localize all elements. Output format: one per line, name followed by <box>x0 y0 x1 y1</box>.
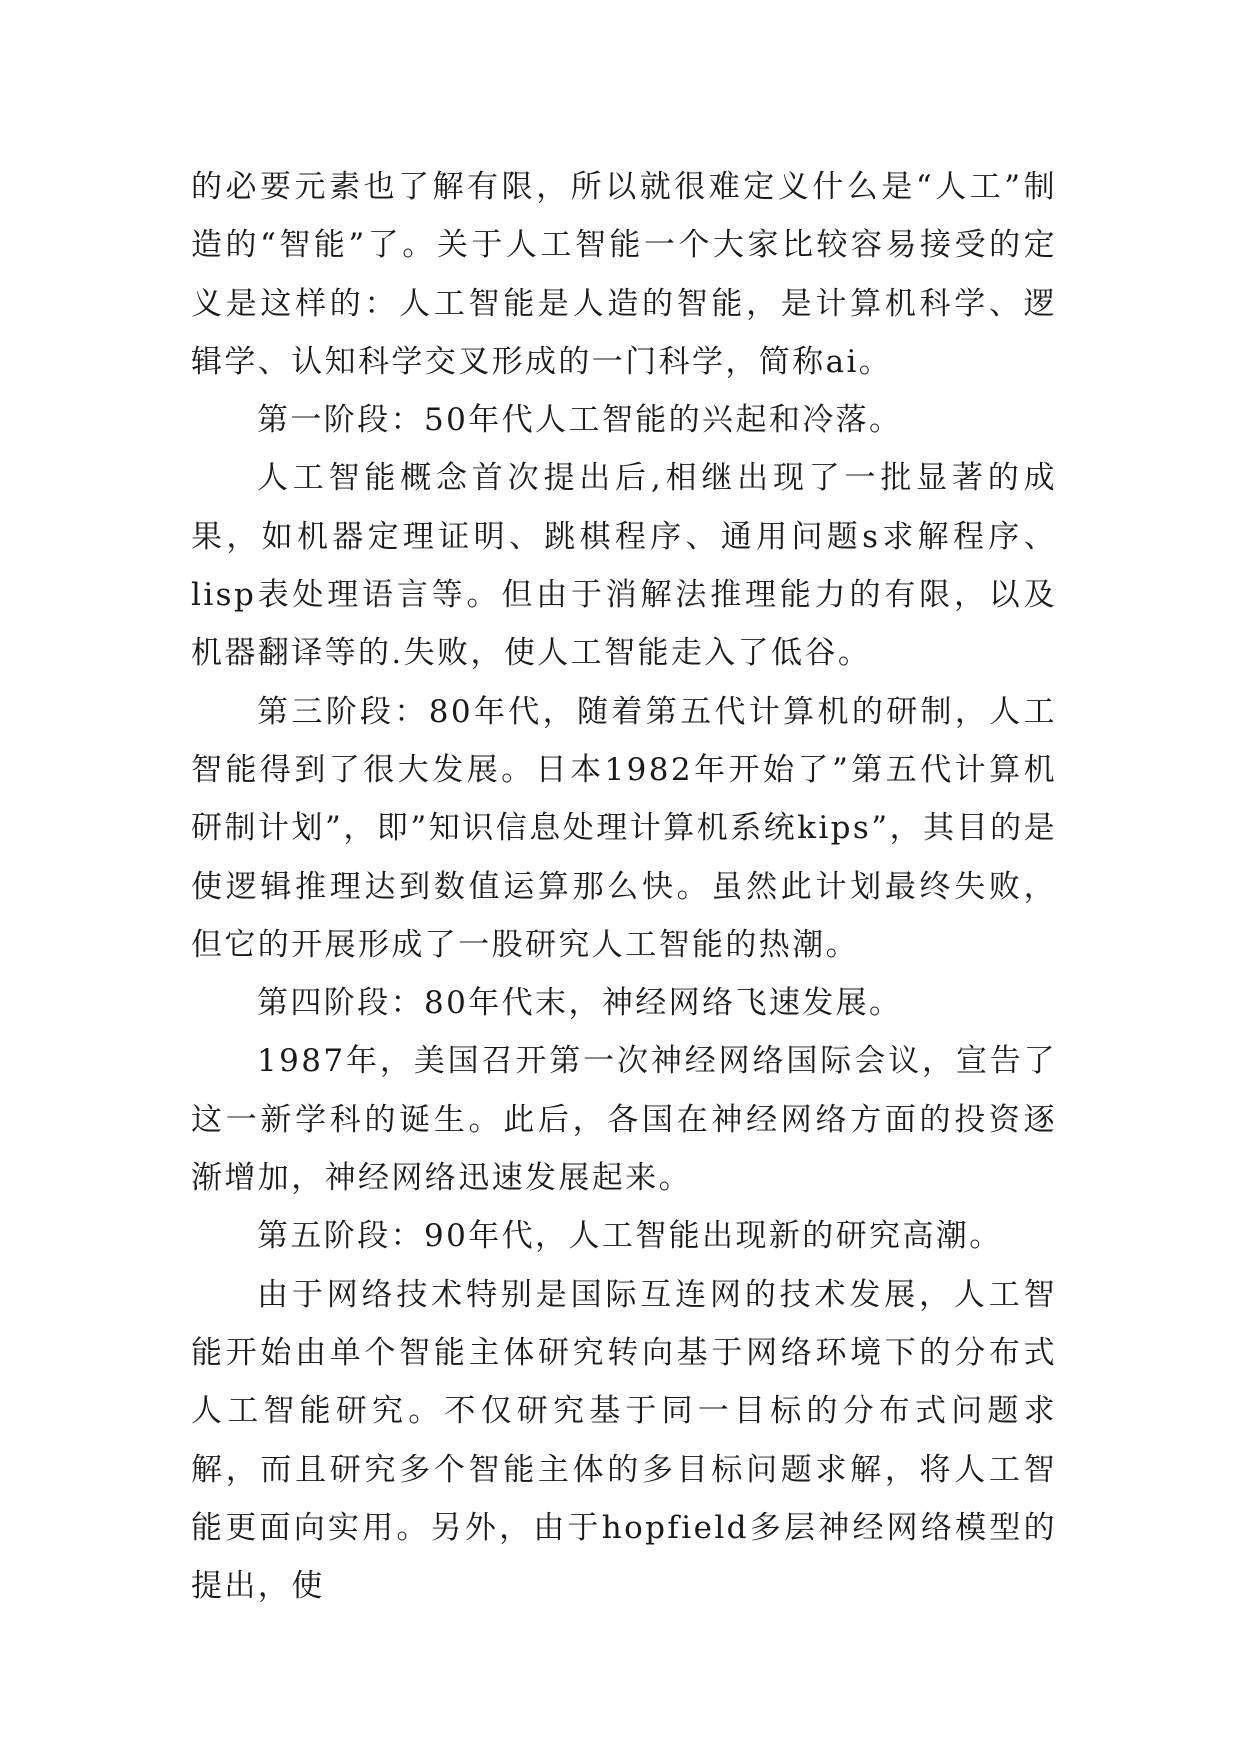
paragraph-stage-four-body: 1987年，美国召开第一次神经网络国际会议，宣告了这一新学科的诞生。此后，各国在神经网络方面的投资逐渐增加，神经网络迅速发展起来。 <box>191 1043 1057 1197</box>
paragraph-stage-five-body: 由于网络技术特别是国际互连网的技术发展，人工智能开始由单个智能主体研究转向基于网络环境下的分布式人工智能研究。不仅研究基于同一目标的分布式问题求解，而且研究多个智能主体的多目标问题求解，将人工智能更面向实用。另外，由于hopfield多层神经网络模型的提出，使 <box>191 1276 1057 1605</box>
paragraph-continuation: 的必要元素也了解有限，所以就很难定义什么是“人工”制造的“智能”了。关于人工智能一个大家比较容易接受的定义是这样的：人工智能是人造的智能，是计算机科学、逻辑学、认知科学交叉形成的一门科学，简称ai。 <box>191 169 1057 380</box>
paragraph-stage-three: 第三阶段：80年代，随着第五代计算机的研制，人工智能得到了很大发展。日本1982年开始了”第五代计算机研制计划”，即”知识信息处理计算机系统kips”，其目的是使逻辑推理达到数值运算那么快。虽然此计划最终失败，但它的开展形成了一股研究人工智能的热潮。 <box>191 693 1057 963</box>
paragraph-stage-one-heading: 第一阶段：50年代人工智能的兴起和冷落。 <box>257 402 903 439</box>
paragraph-stage-five-heading: 第五阶段：90年代，人工智能出现新的研究高潮。 <box>257 1218 1003 1255</box>
paragraph-stage-one-body: 人工智能概念首次提出后,相继出现了一批显著的成果，如机器定理证明、跳棋程序、通用问题s求解程序、lisp表处理语言等。但由于消解法推理能力的有限，以及机器翻译等的.失败，使人工智能走入了低谷。 <box>191 460 1057 672</box>
body-text <box>191 158 1057 1615</box>
paragraph-stage-four-heading: 第四阶段：80年代末，神经网络飞速发展。 <box>257 985 903 1022</box>
